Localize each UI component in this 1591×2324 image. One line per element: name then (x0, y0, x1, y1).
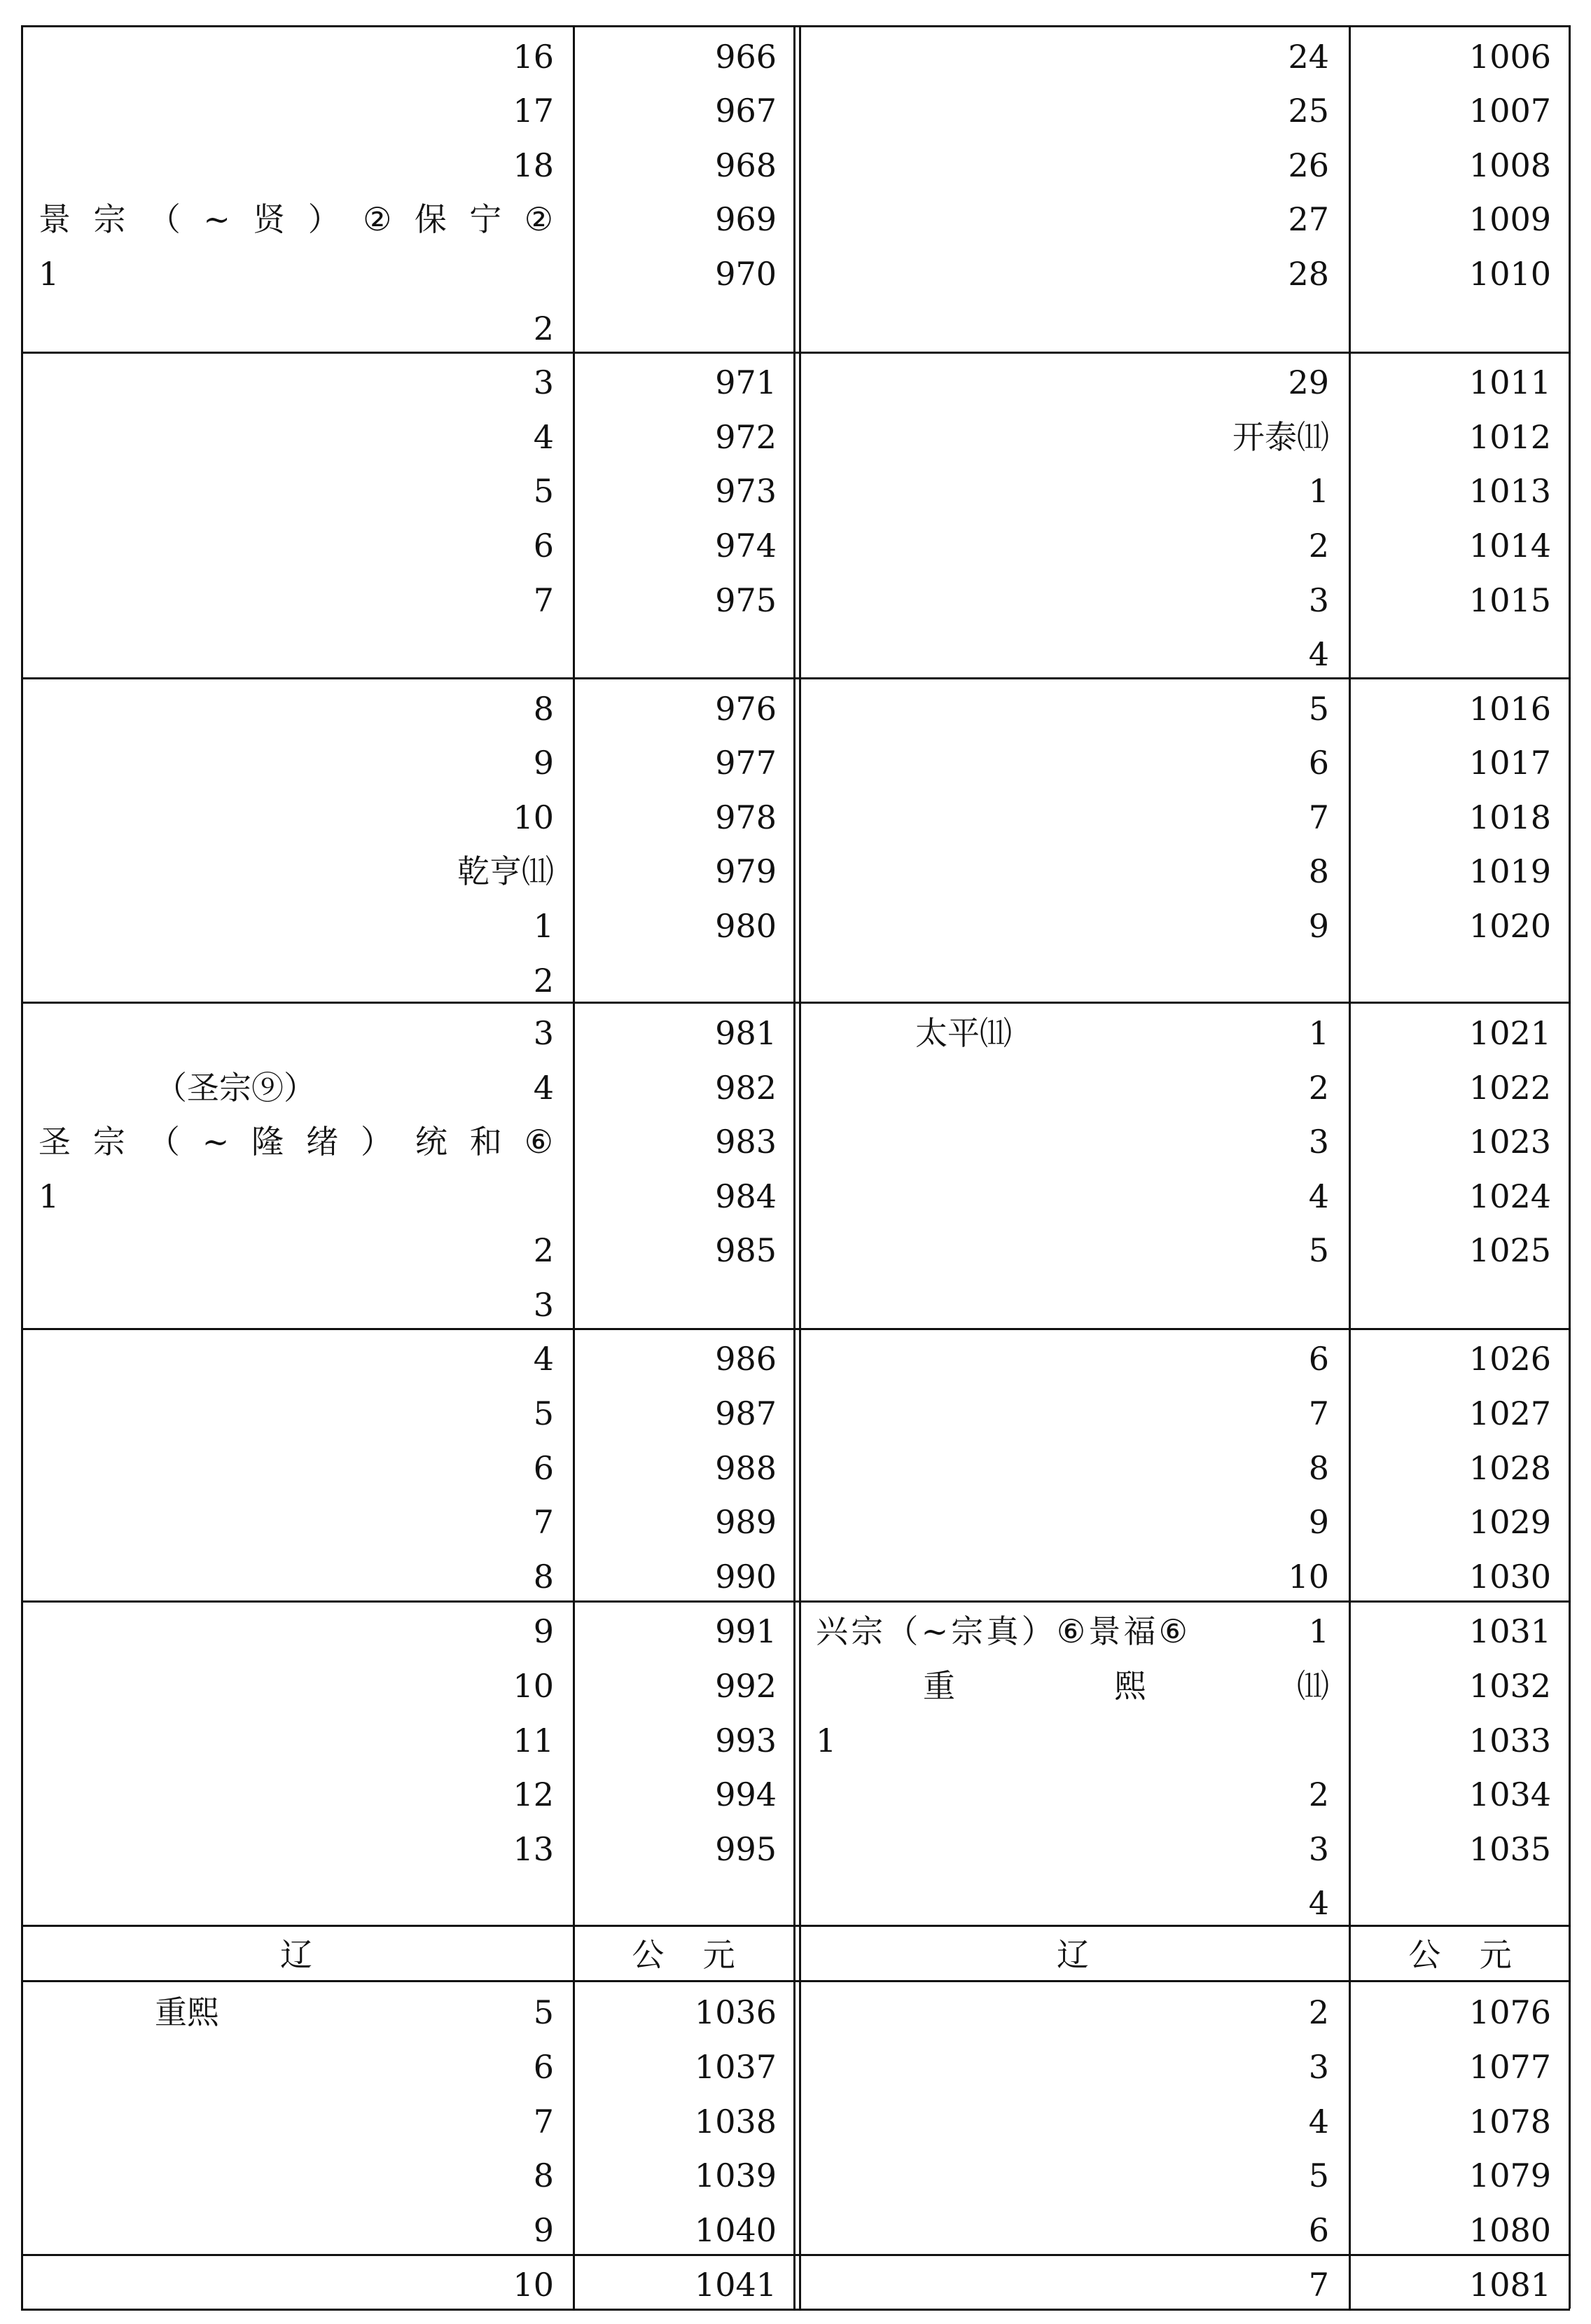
era-name-cell: 兴 宗 （ ~ 宗 真 ） ⑥ 景 福 ⑥ (816, 1612, 1188, 1650)
ad-year-cell: 973 (715, 472, 777, 510)
ad-year-cell: 1031 (1468, 1612, 1551, 1650)
year-cell: 7 (1308, 2266, 1329, 2304)
ad-year-cell: 1015 (1468, 581, 1551, 619)
ad-year-cell: 1027 (1468, 1395, 1551, 1432)
ad-year-cell: 985 (715, 1231, 777, 1269)
block-divider-2 (21, 677, 1570, 679)
ad-year-cell: 967 (715, 92, 777, 130)
block-divider-1 (21, 352, 1570, 354)
year-cell: 2 (533, 1231, 554, 1269)
table-top-rule (21, 25, 1570, 27)
ad-year-cell: 1041 (694, 2266, 777, 2304)
year-cell: 开泰⑾ (1232, 418, 1329, 456)
era-name-cell: 1 (39, 255, 60, 293)
era-name-cell: 1 (816, 1722, 837, 1759)
ad-year-cell: 1023 (1468, 1123, 1551, 1161)
year-cell: 13 (513, 1830, 554, 1868)
center-rule-a (793, 25, 796, 2309)
year-cell: 26 (1288, 146, 1329, 184)
ad-year-cell: 986 (715, 1340, 777, 1378)
year-cell: 4 (533, 418, 554, 456)
table-right-rule (1569, 25, 1571, 2309)
year-cell: 5 (533, 472, 554, 510)
year-cell: 4 (1308, 2103, 1329, 2140)
ad-year-cell: 972 (715, 418, 777, 456)
year-cell: 6 (533, 1449, 554, 1487)
year-cell: 8 (533, 2157, 554, 2194)
ad-year-cell: 968 (715, 146, 777, 184)
year-cell: 9 (533, 744, 554, 782)
block-divider-5 (21, 1600, 1570, 1603)
block-divider-4 (21, 1328, 1570, 1330)
year-cell: 7 (533, 581, 554, 619)
year-cell: 1 (1308, 1612, 1329, 1650)
ad-year-cell: 1079 (1468, 2157, 1551, 2194)
year-cell: 1 (533, 907, 554, 945)
year-cell: 9 (1308, 1503, 1329, 1541)
ad-year-cell: 978 (715, 798, 777, 836)
era-name-cell: 景 宗 （ ~ 贤 ） ② 保 宁 ② (39, 200, 553, 238)
year-cell: 6 (1308, 1340, 1329, 1378)
year-cell: 16 (513, 38, 554, 76)
ad-year-cell: 1033 (1468, 1722, 1551, 1759)
ad-year-cell: 984 (715, 1177, 777, 1215)
year-cell: 2 (533, 962, 554, 1000)
year-cell: 2 (533, 310, 554, 347)
ad-year-cell: 1029 (1468, 1503, 1551, 1541)
header-left-era: 辽 (280, 1936, 312, 1974)
year-cell: 27 (1288, 200, 1329, 238)
year-cell: 18 (513, 146, 554, 184)
ad-year-cell: 1081 (1468, 2266, 1551, 2304)
table-left-rule (21, 25, 23, 2309)
ad-year-cell: 1035 (1468, 1830, 1551, 1868)
year-cell: 28 (1288, 255, 1329, 293)
era-name-cell: 1 (39, 1177, 60, 1215)
year-cell: 9 (533, 2211, 554, 2249)
year-cell: 10 (513, 1667, 554, 1705)
year-cell: 4 (1308, 635, 1329, 673)
ad-year-cell: 1010 (1468, 255, 1551, 293)
year-cell: 6 (1308, 2211, 1329, 2249)
ad-year-cell: 976 (715, 690, 777, 728)
ad-year-cell: 1039 (694, 2157, 777, 2194)
ad-year-cell: 989 (715, 1503, 777, 1541)
year-cell: 25 (1288, 92, 1329, 130)
ad-year-cell: 1021 (1468, 1014, 1551, 1052)
year-cell: 1 (1308, 1014, 1329, 1052)
ad-year-cell: 1007 (1468, 92, 1551, 130)
year-cell: 5 (1308, 690, 1329, 728)
year-cell: 8 (1308, 1449, 1329, 1487)
ad-year-cell: 1076 (1468, 1993, 1551, 2031)
year-cell: 5 (533, 1395, 554, 1432)
year-cell: 3 (533, 364, 554, 401)
year-cell: 7 (1308, 798, 1329, 836)
ad-year-cell: 1025 (1468, 1231, 1551, 1269)
ad-year-cell: 974 (715, 527, 777, 565)
ad-year-cell: 1034 (1468, 1776, 1551, 1813)
year-cell: 6 (533, 527, 554, 565)
year-cell: 4 (1308, 1177, 1329, 1215)
year-cell: 3 (1308, 581, 1329, 619)
left-mid-rule (573, 25, 575, 2309)
year-cell: 24 (1288, 38, 1329, 76)
ad-year-cell: 1077 (1468, 2048, 1551, 2086)
year-cell: 10 (1288, 1558, 1329, 1596)
ad-year-cell: 991 (715, 1612, 777, 1650)
ad-year-cell: 981 (715, 1014, 777, 1052)
year-cell: 4 (533, 1340, 554, 1378)
ad-year-cell: 1028 (1468, 1449, 1551, 1487)
ad-year-cell: 1032 (1468, 1667, 1551, 1705)
right-mid-rule (1349, 25, 1351, 2309)
ad-year-cell: 982 (715, 1069, 777, 1107)
ad-year-cell: 983 (715, 1123, 777, 1161)
ad-year-cell: 979 (715, 852, 777, 890)
year-cell: 17 (513, 92, 554, 130)
ad-year-cell: 993 (715, 1722, 777, 1759)
year-cell: 10 (513, 2266, 554, 2304)
year-cell: 8 (533, 1558, 554, 1596)
year-cell: 2 (1308, 1069, 1329, 1107)
ad-year-cell: 969 (715, 200, 777, 238)
year-cell: 4 (1308, 1884, 1329, 1922)
ad-year-cell: 1006 (1468, 38, 1551, 76)
ad-year-cell: 1008 (1468, 146, 1551, 184)
year-cell: 2 (1308, 1776, 1329, 1813)
ad-year-cell: 994 (715, 1776, 777, 1813)
year-cell: 2 (1308, 527, 1329, 565)
ad-year-cell: 1018 (1468, 798, 1551, 836)
header-right-era: 辽 (1057, 1936, 1089, 1974)
header-bottom-rule (21, 1980, 1570, 1982)
ad-year-cell: 1020 (1468, 907, 1551, 945)
ad-year-cell: 1040 (694, 2211, 777, 2249)
block-divider-bottom (21, 2254, 1570, 2256)
ad-year-cell: 1022 (1468, 1069, 1551, 1107)
year-cell: 7 (533, 1503, 554, 1541)
year-cell: 1 (1308, 472, 1329, 510)
ad-year-cell: 1016 (1468, 690, 1551, 728)
year-cell: 29 (1288, 364, 1329, 401)
ad-year-cell: 1024 (1468, 1177, 1551, 1215)
block-divider-6 (21, 1925, 1570, 1927)
year-cell: 4 (533, 1069, 554, 1107)
ad-year-cell: 1019 (1468, 852, 1551, 890)
header-left-ad: 公元 (632, 1936, 774, 1974)
year-cell: 8 (533, 690, 554, 728)
year-cell: 2 (1308, 1993, 1329, 2031)
ad-year-cell: 1012 (1468, 418, 1551, 456)
ad-year-cell: 1080 (1468, 2211, 1551, 2249)
ad-year-cell: 1036 (694, 1993, 777, 2031)
ad-year-cell: 975 (715, 581, 777, 619)
center-rule-b (799, 25, 801, 2309)
year-cell: 5 (1308, 2157, 1329, 2194)
era-name-cell: 圣 宗 （ ~ 隆 绪 ） 统 和 ⑥ (39, 1123, 553, 1161)
year-cell: 6 (533, 2048, 554, 2086)
ad-year-cell: 988 (715, 1449, 777, 1487)
ad-year-cell: 987 (715, 1395, 777, 1432)
ad-year-cell: 980 (715, 907, 777, 945)
year-cell: 乾亨⑾ (457, 852, 554, 890)
ad-year-cell: 1014 (1468, 527, 1551, 565)
ad-year-cell: 1037 (694, 2048, 777, 2086)
era-name-cell: 重熙 (155, 1993, 219, 2031)
year-cell: 5 (533, 1993, 554, 2031)
year-cell: 7 (1308, 1395, 1329, 1432)
ad-year-cell: 1078 (1468, 2103, 1551, 2140)
year-cell: 3 (533, 1286, 554, 1324)
ad-year-cell: 971 (715, 364, 777, 401)
ad-year-cell: 1011 (1468, 364, 1551, 401)
year-cell: 5 (1308, 1231, 1329, 1269)
ad-year-cell: 992 (715, 1667, 777, 1705)
year-cell: 7 (533, 2103, 554, 2140)
year-cell: 3 (1308, 1123, 1329, 1161)
ad-year-cell: 1030 (1468, 1558, 1551, 1596)
ad-year-cell: 966 (715, 38, 777, 76)
year-cell: 9 (533, 1612, 554, 1650)
year-cell: 3 (533, 1014, 554, 1052)
year-cell: 3 (1308, 1830, 1329, 1868)
ad-year-cell: 1017 (1468, 744, 1551, 782)
block-divider-3 (21, 1002, 1570, 1004)
year-cell: ⑾ (1297, 1667, 1329, 1705)
era-name-cell: （圣宗⑨） (155, 1069, 316, 1107)
ad-year-cell: 977 (715, 744, 777, 782)
era-name-cell: 重 熙 (923, 1667, 1146, 1705)
ad-year-cell: 1038 (694, 2103, 777, 2140)
year-cell: 8 (1308, 852, 1329, 890)
table-bottom-rule (21, 2309, 1570, 2311)
ad-year-cell: 995 (715, 1830, 777, 1868)
year-cell: 11 (513, 1722, 554, 1759)
header-right-ad: 公元 (1408, 1936, 1550, 1974)
ad-year-cell: 1009 (1468, 200, 1551, 238)
ad-year-cell: 1026 (1468, 1340, 1551, 1378)
year-cell: 6 (1308, 744, 1329, 782)
year-cell: 9 (1308, 907, 1329, 945)
year-cell: 10 (513, 798, 554, 836)
ad-year-cell: 970 (715, 255, 777, 293)
year-cell: 3 (1308, 2048, 1329, 2086)
year-cell: 12 (513, 1776, 554, 1813)
ad-year-cell: 990 (715, 1558, 777, 1596)
era-name-cell: 太平⑾ (915, 1014, 1012, 1052)
ad-year-cell: 1013 (1468, 472, 1551, 510)
